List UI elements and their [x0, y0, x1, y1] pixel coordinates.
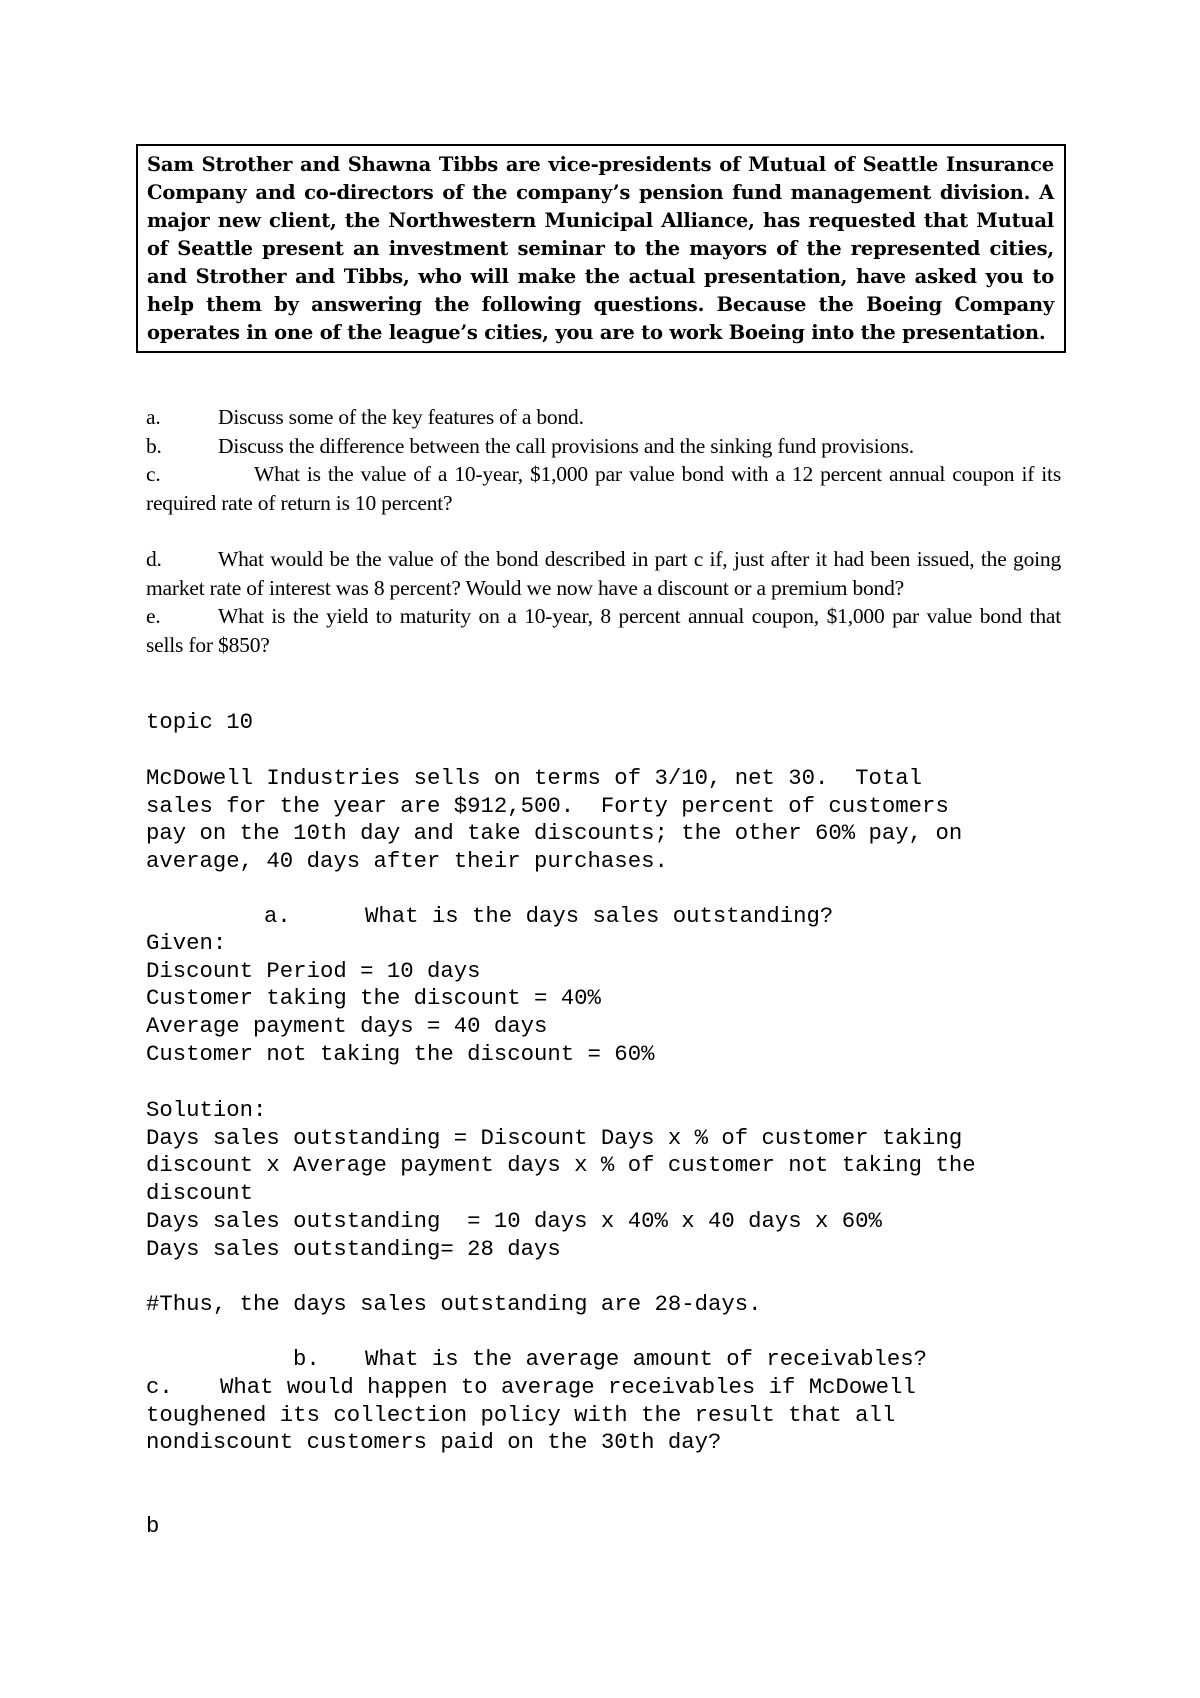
question-a: [146, 403, 1061, 432]
solution-heading: Solution:: [146, 1097, 267, 1123]
problem-line: pay on the 10th day and take discounts; the other 60% pay, on: [146, 820, 963, 847]
question-label: c.: [146, 462, 161, 486]
question-e: [146, 602, 1061, 659]
solution-line: Days sales outstanding = 10 days x 40% x 40 days x 60%: [146, 1207, 882, 1234]
bond-question-list: [146, 403, 1061, 659]
given-line: Customer taking the discount = 40%: [146, 985, 601, 1012]
part-c-label: c.: [146, 1374, 173, 1400]
solution-line: Days sales outstanding= 28 days: [146, 1235, 561, 1262]
question-text: What would be the value of the bond described in part c if, just after it had been issued, the going market rate of interest was 8 percent? Would we now have a discount or a premium bond?: [146, 547, 1061, 600]
given-heading: Given:: [146, 930, 227, 956]
part-c-line: toughened its collection policy with the result that all: [146, 1401, 896, 1428]
question-label: e.: [146, 604, 161, 628]
problem-line: McDowell Industries sells on terms of 3/10, net 30. Total: [146, 765, 923, 791]
part-a-question: [146, 903, 833, 931]
conclusion-text: #Thus, the days sales outstanding are 28-days.: [146, 1291, 762, 1317]
problem-line: sales for the year are $912,500. Forty percent of customers: [146, 792, 949, 819]
part-a-text: What is the days sales outstanding?: [365, 903, 834, 929]
question-text: Discuss some of the key features of a bond.: [218, 405, 584, 429]
solution-line: discount x Average payment days x % of customer not taking the: [146, 1152, 976, 1179]
solution-line: Days sales outstanding = Discount Days x % of customer taking: [146, 1124, 963, 1151]
topic-heading: topic 10: [146, 709, 254, 735]
question-c: [146, 460, 1061, 517]
question-label: b.: [146, 433, 162, 458]
solution-section: [146, 1097, 976, 1263]
question-label: a.: [146, 405, 161, 429]
question-text: What is the value of a 10-year, $1,000 par value bond with a 12 percent annual coupon if its required rate of return is 10 percent?: [146, 462, 1061, 515]
question-text: What is the yield to maturity on a 10-year, 8 percent annual coupon, $1,000 par value bond that sells for $850?: [146, 604, 1061, 657]
problem-statement: [146, 765, 962, 876]
question-text: Discuss the difference between the call provisions and the sinking fund provisions.: [218, 433, 914, 458]
problem-line: average, 40 days after their purchases.: [146, 848, 668, 875]
part-b-label: b.: [293, 1346, 320, 1372]
part-b-question: [146, 1346, 927, 1374]
question-label: d.: [146, 547, 162, 571]
part-c-first-line: [146, 1374, 916, 1402]
part-c-line: nondiscount customers paid on the 30th day?: [146, 1429, 722, 1456]
given-line: Average payment days = 40 days: [146, 1013, 548, 1040]
part-a-label: a.: [264, 903, 291, 929]
part-c-text: What would happen to average receivables if McDowell: [220, 1374, 916, 1400]
question-b: [146, 432, 1061, 461]
part-b-text: What is the average amount of receivables?: [365, 1346, 927, 1372]
case-intro-text: Sam Strother and Shawna Tibbs are vice-presidents of Mutual of Seattle Insurance Company and co-directors of the company’s pension fund management division. A major new client, the Northwestern Municipal Alliance, has requested that Mutual of Seattle present an investment seminar to the mayors of the represented cities, and Strother and Tibbs, who will make the actual presentation, have asked you to help them by answering the following questions. Because the Boeing Company operates in one of the league’s cities, you are to work Boeing into the presentation.: [147, 153, 1054, 344]
given-section: [146, 930, 654, 1069]
given-line: Discount Period = 10 days: [146, 957, 481, 984]
case-intro-box: [136, 144, 1066, 353]
given-line: Customer not taking the discount = 60%: [146, 1040, 655, 1067]
question-d: [146, 545, 1061, 602]
trailing-label: b: [146, 1513, 160, 1539]
part-c-question: [146, 1374, 916, 1457]
solution-line: discount: [146, 1180, 254, 1207]
